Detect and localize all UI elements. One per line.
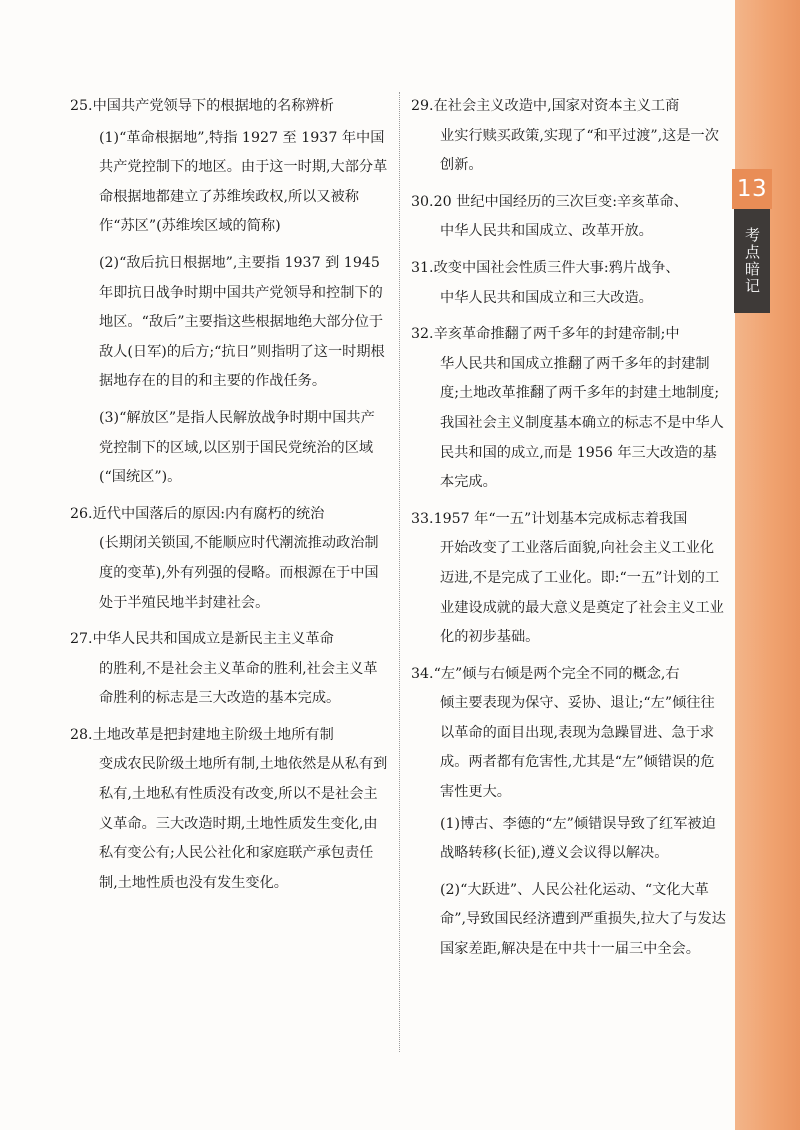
item-27-first-line: 27.中华人民共和国成立是新民主主义革命 <box>70 631 334 648</box>
chapter-label: 考点暗记 <box>743 227 761 295</box>
item-26 <box>70 500 388 618</box>
item-34-body: 倾主要表现为保守、妥协、退让;“左”倾往往以革命的面目出现,表现为急躁冒进、急于求成。两者都有危害性,尤其是“左”倾错误的危害性更大。 <box>440 695 715 801</box>
item-29-body: 业实行赎买政策,实现了“和平过渡”,这是一次创新。 <box>440 127 719 174</box>
item-34 <box>411 660 727 965</box>
item-25 <box>70 92 388 493</box>
chapter-label-tab <box>734 209 770 313</box>
item-34-first-line: 34.“左”倾与右倾是两个完全不同的概念,右 <box>411 665 680 682</box>
item-32 <box>411 320 727 498</box>
item-31-body: 中华人民共和国成立和三大改造。 <box>440 289 653 306</box>
item-32-body: 华人民共和国成立推翻了两千多年的封建制度;土地改革推翻了两千多年的封建土地制度;我国社会主义制度基本确立的标志不是中华人民共和国的成立,而是 1956 年三大改造的基本完成。 <box>440 355 724 491</box>
item-27-body: 的胜利,不是社会主义革命的胜利,社会主义革命胜利的标志是三大改造的基本完成。 <box>99 660 378 707</box>
item-28 <box>70 721 388 899</box>
right-column <box>411 92 727 972</box>
column-divider <box>399 92 400 1052</box>
item-25-sub-3: (3)“解放区”是指人民解放战争时期中国共产党控制下的区域,以区别于国民党统治的区域(“国统区”)。 <box>99 409 375 486</box>
item-30 <box>411 188 727 247</box>
item-34-sub-1: (1)博古、李德的“左”倾错误导致了红军被迫战略转移(长征),遵义会议得以解决。 <box>440 815 716 862</box>
item-31-first-line: 31.改变中国社会性质三件大事:鸦片战争、 <box>411 259 680 276</box>
item-33 <box>411 505 727 653</box>
item-33-first-line: 33.1957 年“一五”计划基本完成标志着我国 <box>411 510 688 527</box>
item-30-first-line: 30.20 世纪中国经历的三次巨变:辛亥革命、 <box>411 193 688 210</box>
item-28-first-line: 28.土地改革是把封建地主阶级土地所有制 <box>70 726 334 743</box>
item-25-sub-1: (1)“革命根据地”,特指 1927 至 1937 年中国共产党控制下的地区。由于这一时期,大部分革命根据地都建立了苏维埃政权,所以又被称作“苏区”(苏维埃区域的简称) <box>99 129 388 235</box>
chapter-number-tab: 13 <box>732 169 772 209</box>
item-29-first-line: 29.在社会主义改造中,国家对资本主义工商 <box>411 98 680 114</box>
left-column <box>70 92 388 905</box>
item-34-sub-2: (2)“大跃进”、人民公社化运动、“文化大革命”,导致国民经济遭到严重损失,拉大了与发达国家差距,解决是在中共十一届三中全会。 <box>440 881 726 958</box>
item-28-body: 变成农民阶级土地所有制,土地依然是从私有到私有,土地私有性质没有改变,所以不是社会主义革命。三大改造时期,土地性质发生变化,由私有变公有;人民公社化和家庭联产承包责任制,土地性质也没有发生变化。 <box>99 756 388 891</box>
item-25-title: 25.中国共产党领导下的根据地的名称辨析 <box>70 98 334 114</box>
item-25-sub-2: (2)“敌后抗日根据地”,主要指 1937 到 1945 年即抗日战争时期中国共产党领导和控制下的地区。“敌后”主要指这些根据地绝大部分位于敌人(日军)的后方;“抗日”则指明了这一时期根据地存在的目的和主要的作战任务。 <box>99 254 385 390</box>
item-32-first-line: 32.辛亥革命推翻了两千多年的封建帝制;中 <box>411 326 680 343</box>
item-29 <box>411 92 727 181</box>
item-26-first-line: 26.近代中国落后的原因:内有腐朽的统治 <box>70 505 325 522</box>
item-33-body: 开始改变了工业落后面貌,向社会主义工业化迈进,不是完成了工业化。即:“一五”计划的工业建设成就的最大意义是奠定了社会主义工业化的初步基础。 <box>440 540 724 646</box>
item-26-body: (长期闭关锁国,不能顺应时代潮流推动政治制度的变革),外有列强的侵略。而根源在于中国处于半殖民地半封建社会。 <box>99 535 379 611</box>
item-27 <box>70 625 388 714</box>
item-30-body: 中华人民共和国成立、改革开放。 <box>440 223 653 240</box>
item-31 <box>411 254 727 313</box>
